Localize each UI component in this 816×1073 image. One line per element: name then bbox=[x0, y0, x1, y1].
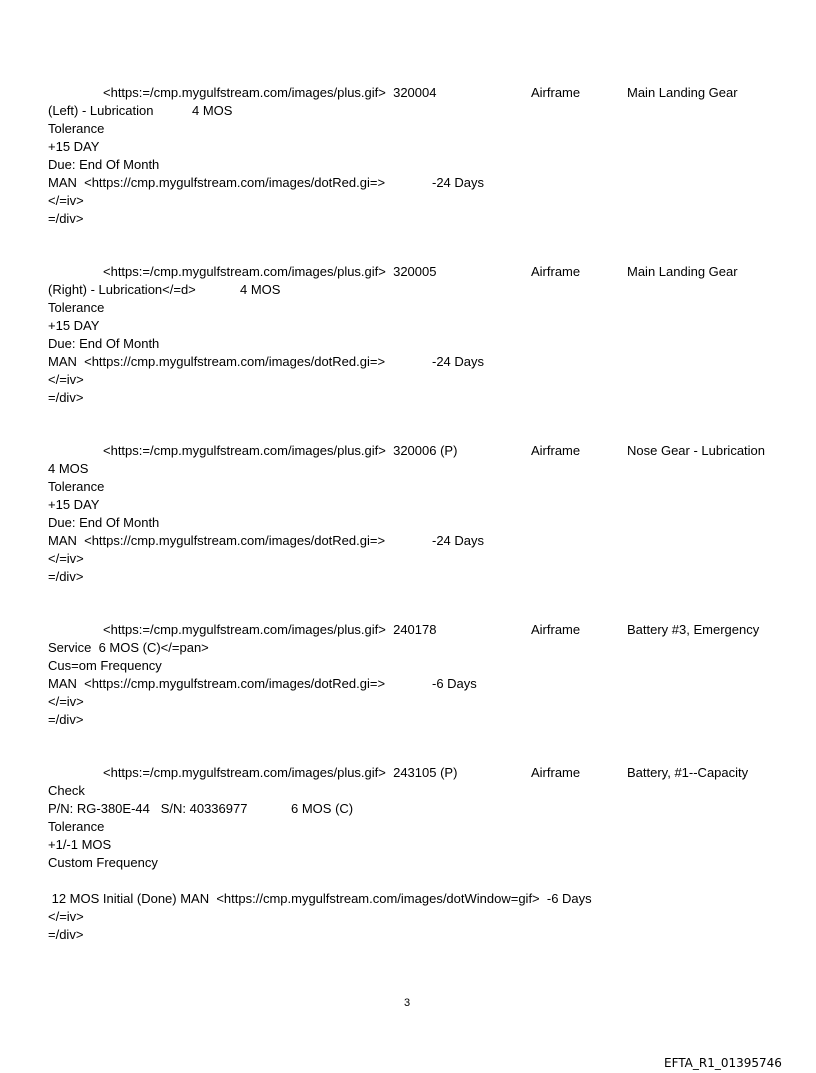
entry-man-link[interactable]: MAN <https://cmp.mygulfstream.com/images/dotRed.gi=> bbox=[48, 676, 386, 691]
entry-line: Cus=om Frequency bbox=[48, 658, 162, 673]
entry-close: </=iv> bbox=[48, 551, 84, 566]
entry-man-link[interactable]: MAN <https://cmp.mygulfstream.com/images/dotRed.gi=> bbox=[48, 354, 386, 369]
entry-header-link[interactable]: <https:=/cmp.mygulfstream.com/images/plus.gif> 243105 (P) bbox=[103, 765, 458, 780]
entry-close: </=iv> bbox=[48, 909, 84, 924]
entry-close: =/div> bbox=[48, 712, 84, 727]
entry-category: Airframe bbox=[531, 264, 581, 279]
entry-header-link[interactable]: <https:=/cmp.mygulfstream.com/images/plus.gif> 320005 bbox=[103, 264, 437, 279]
entry-line: Due: End Of Month bbox=[48, 336, 160, 351]
entry-line: Due: End Of Month bbox=[48, 157, 160, 172]
entry-category: Airframe bbox=[531, 85, 581, 100]
entry-title: Main Landing Gear bbox=[627, 85, 738, 100]
entry-title: Battery #3, Emergency bbox=[627, 622, 760, 637]
entry-close: =/div> bbox=[48, 390, 84, 405]
entry-close: =/div> bbox=[48, 927, 84, 942]
entry-line: Tolerance bbox=[48, 479, 105, 494]
entry-man-link[interactable]: MAN <https://cmp.mygulfstream.com/images/dotRed.gi=> bbox=[48, 533, 386, 548]
entry-close: </=iv> bbox=[48, 694, 84, 709]
entry-header-link[interactable]: <https:=/cmp.mygulfstream.com/images/plus.gif> 240178 bbox=[103, 622, 437, 637]
entry-line: +1/-1 MOS bbox=[48, 837, 112, 852]
entry-close: </=iv> bbox=[48, 372, 84, 387]
entry-man-link[interactable]: MAN <https://cmp.mygulfstream.com/images/dotRed.gi=> bbox=[48, 175, 386, 190]
entry-header-link[interactable]: <https:=/cmp.mygulfstream.com/images/plus.gif> 320006 (P) bbox=[103, 443, 458, 458]
entry-line: Service 6 MOS (C)</=pan> bbox=[48, 640, 209, 655]
entry-interval: 4 MOS bbox=[192, 103, 233, 118]
entry-title: Battery, #1--Capacity bbox=[627, 765, 749, 780]
entry-category: Airframe bbox=[531, 765, 581, 780]
entry-days: -24 Days bbox=[432, 175, 485, 190]
entry-interval: 4 MOS bbox=[240, 282, 281, 297]
entry-interval: 6 MOS (C) bbox=[291, 801, 354, 816]
entry-days: -24 Days bbox=[432, 354, 485, 369]
entry-header-link[interactable]: <https:=/cmp.mygulfstream.com/images/plus.gif> 320004 bbox=[103, 85, 437, 100]
entry-line: 4 MOS bbox=[48, 461, 89, 476]
entry-title: Main Landing Gear bbox=[627, 264, 738, 279]
entry-line: +15 DAY bbox=[48, 318, 100, 333]
entry-line: +15 DAY bbox=[48, 497, 100, 512]
entry-line: Tolerance bbox=[48, 300, 105, 315]
entry-subtitle: (Left) - Lubrication bbox=[48, 103, 154, 118]
entry-close: =/div> bbox=[48, 569, 84, 584]
page-number: 3 bbox=[404, 997, 411, 1009]
entry-subtitle: (Right) - Lubrication</=d> bbox=[48, 282, 196, 297]
entry-close: </=iv> bbox=[48, 193, 84, 208]
entry-part-serial: P/N: RG-380E-44 S/N: 40336977 bbox=[48, 801, 248, 816]
document-id: EFTA_R1_01395746 bbox=[664, 1056, 782, 1070]
entry-line: Tolerance bbox=[48, 121, 105, 136]
entry-line: Due: End Of Month bbox=[48, 515, 160, 530]
entry-days: -24 Days bbox=[432, 533, 485, 548]
entry-subtitle: Check bbox=[48, 783, 85, 798]
entry-category: Airframe bbox=[531, 622, 581, 637]
entry-initial-link[interactable]: 12 MOS Initial (Done) MAN <https://cmp.mygulfstream.com/images/dotWindow=gif> -6 Days bbox=[48, 891, 592, 906]
entry-category: Airframe bbox=[531, 443, 581, 458]
entry-line: Custom Frequency bbox=[48, 855, 158, 870]
entry-days: -6 Days bbox=[432, 676, 477, 691]
entry-line: Tolerance bbox=[48, 819, 105, 834]
entry-line: +15 DAY bbox=[48, 139, 100, 154]
entry-title: Nose Gear - Lubrication bbox=[627, 443, 766, 458]
entry-close: =/div> bbox=[48, 211, 84, 226]
